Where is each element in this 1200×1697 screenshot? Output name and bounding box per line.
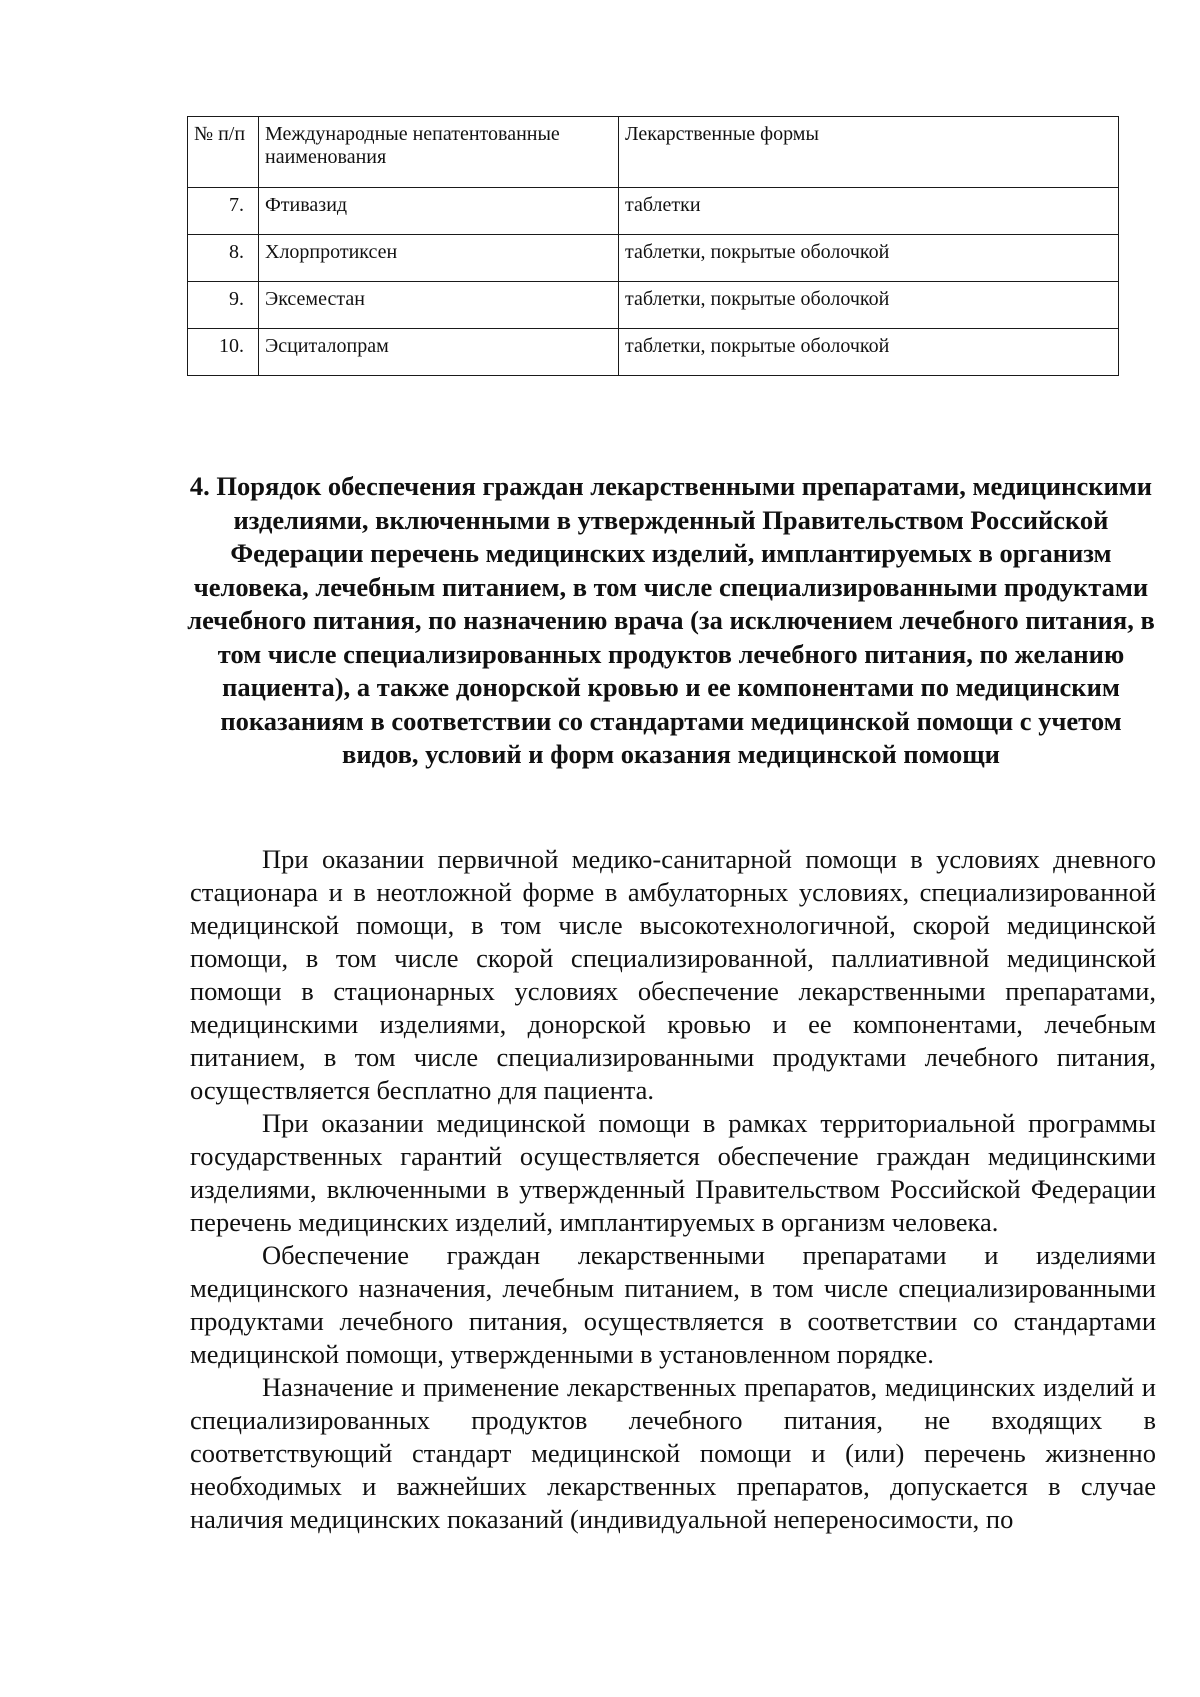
row-number: 10. <box>188 329 259 376</box>
row-number: 8. <box>188 235 259 282</box>
header-number: № п/п <box>188 117 259 188</box>
row-dosage-form: таблетки <box>619 188 1119 235</box>
paragraph: Обеспечение граждан лекарственными препаратами и изделиями медицинского назначения, лечебным питанием, в том числе специализированными продуктами лечебного питания, осуществляется в соответствии со стандартами медицинской помощи, утвержденными в установленном порядке. <box>190 1240 1156 1369</box>
paragraph: При оказании медицинской помощи в рамках территориальной программы государственных гарантий осуществляется обеспечение граждан медицинскими изделиями, включенными в утвержденный Правительством Российской Федерации перечень медицинских изделий, имплантируемых в организм человека. <box>190 1108 1156 1237</box>
row-drug-name: Фтивазид <box>259 188 619 235</box>
header-dosage-form: Лекарственные формы <box>619 117 1119 188</box>
row-dosage-form: таблетки, покрытые оболочкой <box>619 282 1119 329</box>
row-drug-name: Хлорпротиксен <box>259 235 619 282</box>
table-row <box>188 235 1119 282</box>
section-body <box>190 843 1156 1536</box>
row-number: 7. <box>188 188 259 235</box>
table-row <box>188 329 1119 376</box>
section-title: 4. Порядок обеспечения граждан лекарственными препаратами, медицинскими изделиями, включенными в утвержденный Правительством Российской Федерации перечень медицинских изделий, имплантируемых в организм человека, лечебным питанием, в том числе специализированными продуктами лечебного питания, по назначению врача (за исключением лечебного питания, в том числе специализированных продуктов лечебного питания, по желанию пациента), а также донорской кровью и ее компонентами по медицинским показаниям в соответствии со стандартами медицинской помощи с учетом видов, условий и форм оказания медицинской помощи <box>187 471 1155 769</box>
row-dosage-form: таблетки, покрытые оболочкой <box>619 235 1119 282</box>
table-row <box>188 282 1119 329</box>
table-header-row <box>188 117 1119 188</box>
paragraph: Назначение и применение лекарственных препаратов, медицинских изделий и специализированных продуктов лечебного питания, не входящих в соответствующий стандарт медицинской помощи и (или) перечень жизненно необходимых и важнейших лекарственных препаратов, допускается в случае наличия медицинских показаний (индивидуальной непереносимости, по <box>190 1372 1156 1534</box>
paragraph: При оказании первичной медико-санитарной помощи в условиях дневного стационара и в неотложной форме в амбулаторных условиях, специализированной медицинской помощи, в том числе высокотехнологичной, скорой медицинской помощи, в том числе скорой специализированной, паллиативной медицинской помощи в стационарных условиях обеспечение лекарственными препаратами, медицинскими изделиями, донорской кровью и ее компонентами, лечебным питанием, в том числе специализированными продуктами лечебного питания, осуществляется бесплатно для пациента. <box>190 844 1156 1105</box>
row-drug-name: Эксеместан <box>259 282 619 329</box>
header-inn-name: Международные непатентованные наименования <box>259 117 619 188</box>
table-row <box>188 188 1119 235</box>
row-drug-name: Эсциталопрам <box>259 329 619 376</box>
row-number: 9. <box>188 282 259 329</box>
drug-table <box>187 116 1119 376</box>
row-dosage-form: таблетки, покрытые оболочкой <box>619 329 1119 376</box>
